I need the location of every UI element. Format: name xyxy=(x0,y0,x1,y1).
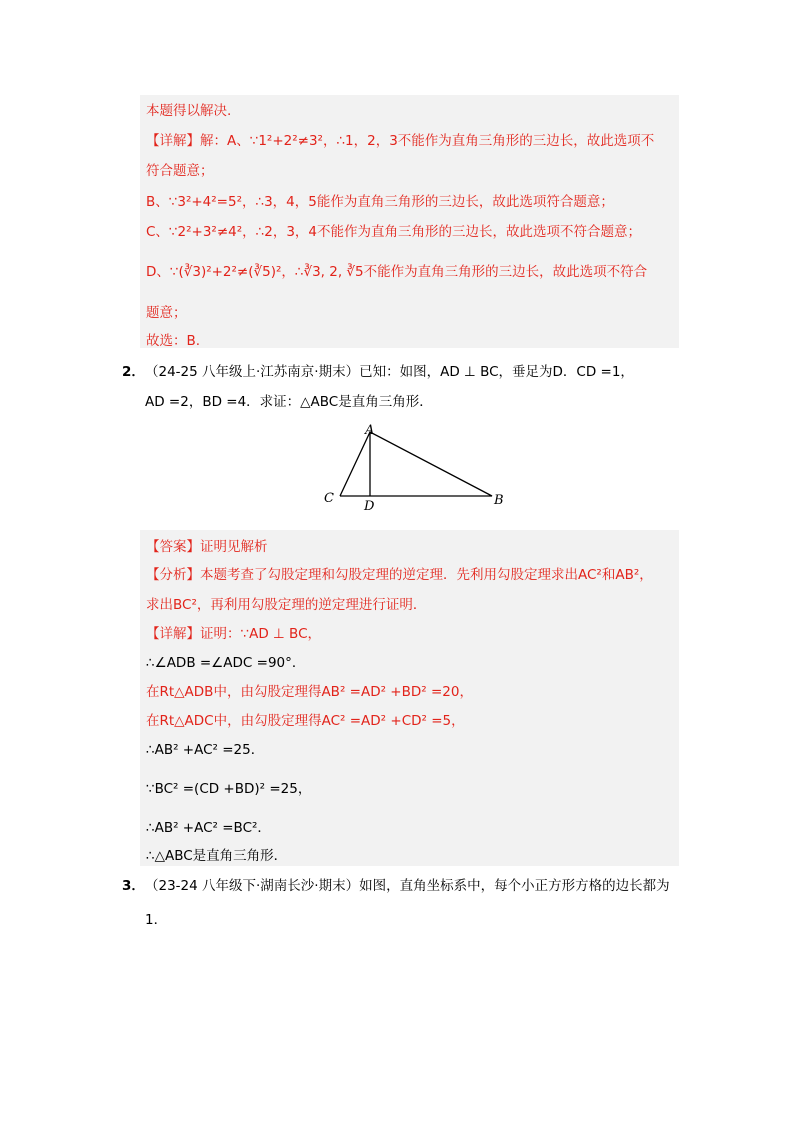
q3-text-1: （23-24 八年级下·湖南长沙·期末）如图，直角坐标系中，每个小正方形方格的边长都为 xyxy=(145,878,670,894)
q2-detail-6: ∵BC² =(CD +BD)² =25， xyxy=(146,781,312,797)
triangle-figure xyxy=(320,420,510,520)
q1-line-2 xyxy=(146,131,654,151)
detail-tag: 【详解】 xyxy=(146,133,200,149)
q2-detail-3: 在Rt△ADB中，由勾股定理得AB² =AD² +BD² =20， xyxy=(146,684,473,700)
q2-answer: 【答案】证明见解析 xyxy=(146,539,268,555)
question-number-2: 2． xyxy=(122,364,145,380)
q1-option-a: 解：A、∵1²+2²≠3²，∴1，2，3不能作为直角三角形的三边长，故此选项不 xyxy=(200,133,655,149)
q2-detail-8: ∴△ABC是直角三角形． xyxy=(146,848,288,864)
q2-analysis-1: 【分析】本题考查了勾股定理和勾股定理的逆定理．先利用勾股定理求出AC²和AB²， xyxy=(146,567,653,583)
label-d: D xyxy=(364,499,375,514)
q1-line-5: C、∵2²+3²≠4²，∴2，3，4不能作为直角三角形的三边长，故此选项不符合题意； xyxy=(146,224,641,240)
q1-line-4: B、∵3²+4²=5²，∴3，4，5能作为直角三角形的三边长，故此选项符合题意； xyxy=(146,194,614,210)
q1-line-3: 符合题意； xyxy=(146,163,214,179)
q2-detail-5: ∴AB² +AC² =25． xyxy=(146,742,265,758)
q1-line-7: 题意； xyxy=(146,305,187,321)
q1-line-1: 本题得以解决. xyxy=(146,103,232,119)
q1-line-6: D、∵(∛3)²+2²≠(∛5)²，∴∛3, 2, ∛5不能作为直角三角形的三边长，故此选项不符合 xyxy=(146,264,648,280)
q2-detail-7: ∴AB² +AC² =BC²． xyxy=(146,820,271,836)
q3-text-2: 1． xyxy=(145,912,168,928)
label-c: C xyxy=(324,491,334,506)
question-number-3: 3． xyxy=(122,878,145,894)
q1-line-8: 故选：B. xyxy=(146,333,201,349)
q2-detail-4: 在Rt△ADC中，由勾股定理得AC² =AD² +CD² =5， xyxy=(146,713,465,729)
q2-text-2: AD =2，BD =4．求证：△ABC是直角三角形． xyxy=(145,394,433,410)
q2-detail-2: ∴∠ADB =∠ADC =90°． xyxy=(146,655,306,671)
label-a: A xyxy=(365,423,375,438)
label-b: B xyxy=(494,493,504,508)
q2-analysis-2: 求出BC²，再利用勾股定理的逆定理进行证明． xyxy=(146,597,427,613)
q2-detail-1: 【详解】证明：∵AD ⊥ BC， xyxy=(146,626,322,642)
q2-text-1: （24-25 八年级上·江苏南京·期末）已知：如图，AD ⊥ BC，垂足为D．CD =1， xyxy=(145,364,634,380)
